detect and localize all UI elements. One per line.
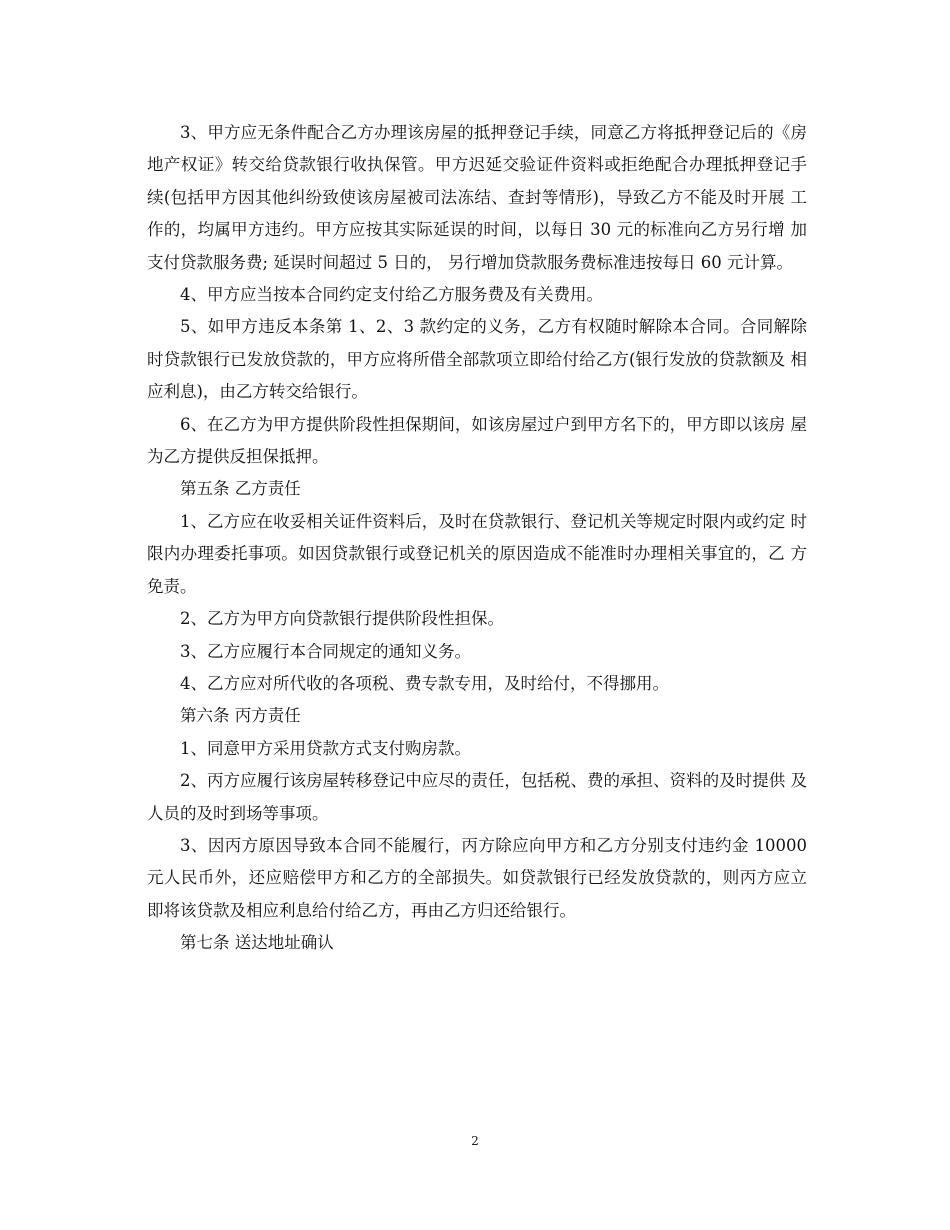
page-number: 2: [471, 1134, 479, 1148]
paragraph: 3、乙方应履行本合同规定的通知义务。: [180, 641, 471, 661]
paragraph: 1、乙方应在收妥相关证件资料后，及时在贷款银行、登记机关等规定时限内或约定 时限内办理委托事项。如因贷款银行或登记机关的原因造成不能准时办理相关事宜的，乙 方免责。: [147, 511, 807, 596]
paragraph: 5、如甲方违反本条第 1、2、3 款约定的义务，乙方有权随时解除本合同。合同解除 时贷款银行已发放贷款的，甲方应将所借全部款项立即给付给乙方(银行发放的贷款额及 相应利息)，由乙方转交给银行。: [147, 317, 807, 402]
paragraph: 3、因丙方原因导致本合同不能履行，丙方除应向甲方和乙方分别支付违约金 10000 元人民币外，还应赔偿甲方和乙方的全部损失。如贷款银行已经发放贷款的，则丙方应立 即将该贷款及相应利息给付给乙方，再由乙方归还给银行。: [147, 835, 807, 920]
paragraph: 4、乙方应对所代收的各项税、费专款专用，及时给付，不得挪用。: [180, 673, 669, 693]
document-body: [147, 117, 807, 960]
paragraph: 3、甲方应无条件配合乙方办理该房屋的抵押登记手续，同意乙方将抵押登记后的《房 地产权证》转交给贷款银行收执保管。甲方迟延交验证件资料或拒绝配合办理抵押登记手 续(包括甲方因其他纠纷致使该房屋被司法冻结、查封等情形)，导致乙方不能及时开展 工作的，均属甲方违约。甲方应按其实际延误的时间，以每日 30 元的标准向乙方另行增 加支付贷款服务费; 延误时间超过 5 日的， 另行增加贷款服务费标准违按每日 60 元计算。: [147, 123, 807, 272]
paragraph: 1、同意甲方采用贷款方式支付购房款。: [180, 738, 471, 758]
section-heading: 第七条 送达地址确认: [180, 933, 334, 953]
paragraph: 4、甲方应当按本合同约定支付给乙方服务费及有关费用。: [180, 285, 603, 305]
paragraph: 6、在乙方为甲方提供阶段性担保期间，如该房屋过户到甲方名下的，甲方即以该房 屋为乙方提供反担保抵押。: [147, 414, 807, 467]
paragraph: 2、乙方为甲方向贷款银行提供阶段性担保。: [180, 609, 504, 629]
section-heading: 第五条 乙方责任: [180, 479, 301, 499]
section-heading: 第六条 丙方责任: [180, 706, 301, 726]
paragraph: 2、丙方应履行该房屋转移登记中应尽的责任，包括税、费的承担、资料的及时提供 及人员的及时到场等事项。: [147, 771, 807, 823]
